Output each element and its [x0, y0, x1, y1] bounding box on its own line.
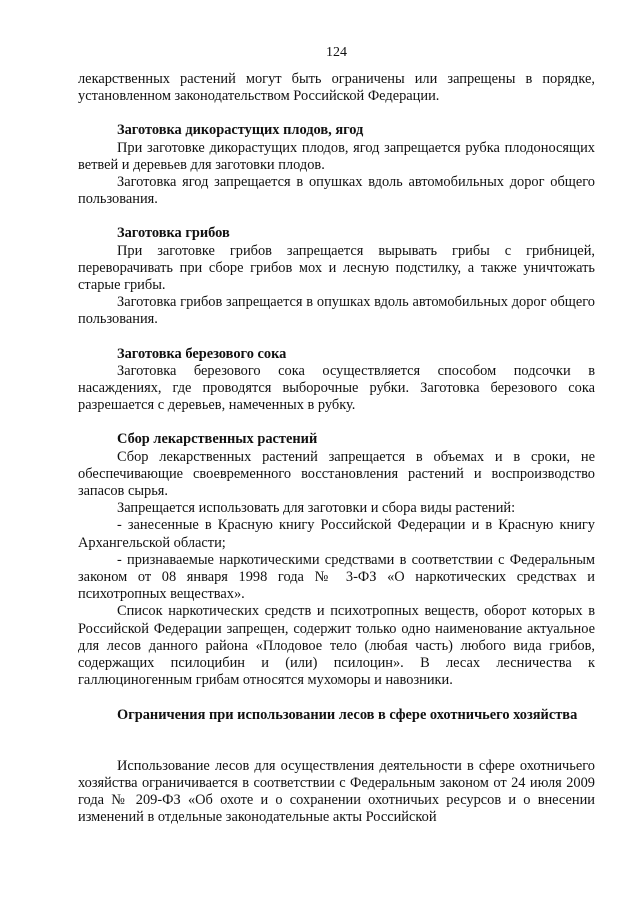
paragraph: Заготовка грибов запрещается в опушках вдоль автомобильных дорог общего пользования. [78, 294, 595, 328]
paragraph: Использование лесов для осуществления деятельности в сфере охотничьего хозяйства ограничивается в соответствии с Федеральным законом от 24 июля 2009 года № 209-ФЗ «Об охоте и о сохранении охотничьих ресурсов и о внесении изменений в отдельные законодательные акты Российской [78, 757, 595, 826]
paragraph: Заготовка ягод запрещается в опушках вдоль автомобильных дорог общего пользования. [78, 174, 595, 208]
spacer [78, 690, 595, 707]
spacer [78, 414, 595, 431]
section-heading-mushrooms: Заготовка грибов [117, 225, 230, 242]
section-heading-hunting: Ограничения при использовании лесов в сфере охотничьего хозяйства [117, 706, 578, 723]
section-heading-fruits: Заготовка дикорастущих плодов, ягод [117, 122, 364, 139]
list-item: - признаваемые наркотическими средствами в соответствии с Федеральным законом от 08 января 1998 года № 3-ФЗ «О наркотических средствах и психотропных веществах». [78, 551, 595, 603]
page-content [78, 71, 595, 827]
section-heading-herbs: Сбор лекарственных растений [117, 431, 318, 448]
section-heading-birch: Заготовка березового сока [117, 345, 287, 362]
list-item: - занесенные в Красную книгу Российской Федерации и в Красную книгу Архангельской области; [78, 517, 595, 551]
paragraph: Список наркотических средств и психотропных веществ, оборот которых в Российской Федерации запрещен, содержит только одно наименование актуальное для лесов данного района «Плодовое тело (любая часть) любого вида грибов, содержащих псилоцибин и (или) псилоцин». В лесах лесничества к галлюциногенным грибам относятся мухоморы и навозники. [78, 603, 595, 689]
spacer [78, 105, 595, 122]
spacer [78, 329, 595, 346]
paragraph: Сбор лекарственных растений запрещается в объемах и в сроки, не обеспечивающие своевременного восстановления растений и воспроизводство запасов сырья. [78, 448, 595, 500]
paragraph: Заготовка березового сока осуществляется способом подсочки в насаждениях, где проводятся выборочные рубки. Заготовка березового сока разрешается с деревьев, намеченных в рубку. [78, 362, 595, 414]
spacer [78, 724, 595, 758]
paragraph: Запрещается использовать для заготовки и сбора виды растений: [117, 500, 516, 517]
intro-paragraph: лекарственных растений могут быть ограничены или запрещены в порядке, установленном законодательством Российской Федерации. [78, 71, 595, 105]
paragraph: При заготовке грибов запрещается вырывать грибы с грибницей, переворачивать при сборе грибов мох и лесную подстилку, а также уничтожать старые грибы. [78, 242, 595, 294]
document-page [78, 0, 595, 905]
paragraph: При заготовке дикорастущих плодов, ягод запрещается рубка плодоносящих ветвей и деревьев для заготовки плодов. [78, 139, 595, 173]
page-number: 124 [326, 45, 347, 60]
spacer [78, 208, 595, 225]
